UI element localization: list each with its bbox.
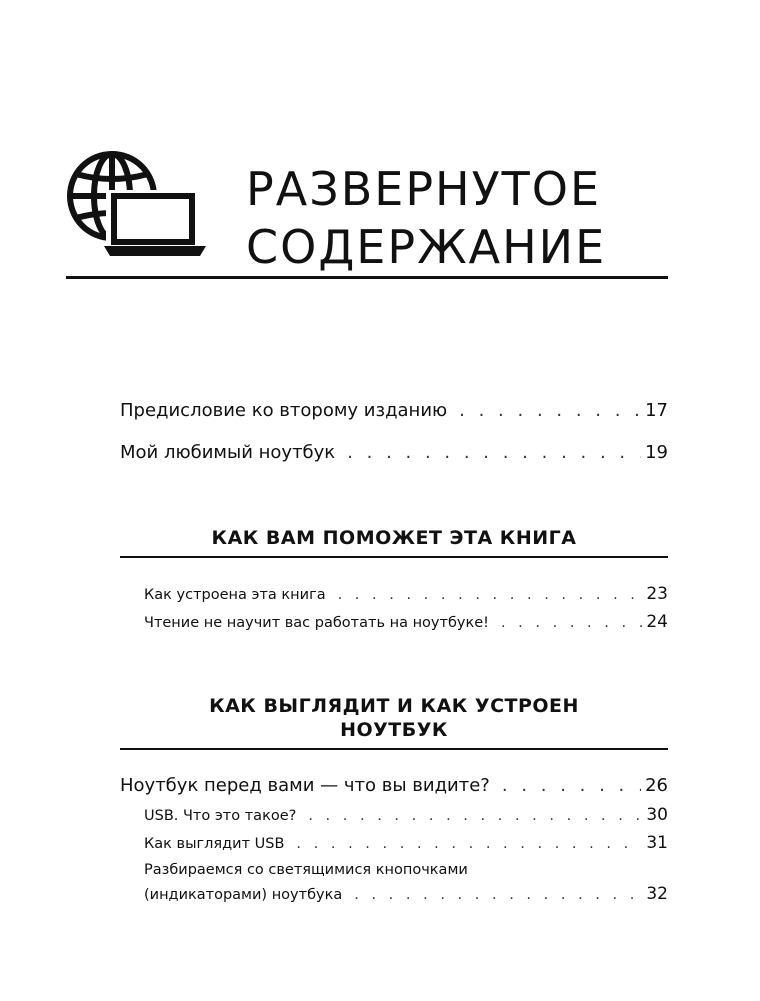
- toc-entry[interactable]: [144, 612, 668, 632]
- toc-page-number: 26: [645, 775, 668, 796]
- toc-page-number: 17: [645, 400, 668, 421]
- toc-entry-label: Мой любимый ноутбук: [120, 442, 336, 463]
- section-divider: [120, 556, 668, 558]
- toc-entry[interactable]: [120, 775, 668, 796]
- page-title-line-2: СОДЕРЖАНИЕ: [246, 220, 607, 274]
- section-title: [120, 694, 668, 742]
- toc-leader-dots: [459, 400, 641, 421]
- toc-leader-dots: [502, 775, 641, 796]
- toc-entry-label: Как устроена эта книга: [144, 587, 326, 603]
- toc-entry-label: Как выглядит USB: [144, 836, 285, 852]
- page-title-line-1: РАЗВЕРНУТОЕ: [246, 162, 602, 216]
- toc-leader-dots: [338, 587, 643, 603]
- toc-leader-dots: [501, 615, 642, 631]
- toc-entry[interactable]: [144, 584, 668, 604]
- toc-page-number: 31: [646, 833, 668, 853]
- toc-page-number: 30: [646, 805, 668, 825]
- toc-entry-label: Ноутбук перед вами — что вы видите?: [120, 775, 490, 796]
- toc-page-number: 23: [646, 584, 668, 604]
- header-divider: [66, 276, 668, 279]
- toc-entry[interactable]: [144, 805, 668, 825]
- toc-leader-dots: [347, 442, 641, 463]
- toc-page-number: 19: [645, 442, 668, 463]
- toc-leader-dots: [354, 887, 642, 903]
- section-divider: [120, 748, 668, 750]
- page-title: [246, 160, 606, 276]
- toc-leader-dots: [308, 808, 642, 824]
- toc-page-number: 32: [646, 884, 668, 904]
- toc-entry-label: Чтение не научит вас работать на ноутбуке!: [144, 615, 489, 631]
- toc-entry-label-line-1: Разбираемся со светящимися кнопочками: [144, 862, 468, 878]
- toc-entry-label: Предисловие ко второму изданию: [120, 400, 448, 421]
- toc-header: [0, 0, 760, 290]
- toc-page-number: 24: [646, 612, 668, 632]
- toc-entry[interactable]: [144, 862, 668, 904]
- section-title: КАК ВАМ ПОМОЖЕТ ЭТА КНИГА: [211, 527, 577, 549]
- section-title-line-2: НОУТБУК: [340, 719, 448, 741]
- toc-entry[interactable]: [144, 833, 668, 853]
- section-title-line-1: КАК ВЫГЛЯДИТ И КАК УСТРОЕН: [209, 695, 579, 717]
- toc-entry[interactable]: [120, 400, 668, 421]
- toc-entry-label-line-2: (индикаторами) ноутбука: [144, 887, 343, 903]
- toc-entry[interactable]: [120, 442, 668, 463]
- toc-leader-dots: [296, 836, 642, 852]
- toc-entry-label: USB. Что это такое?: [144, 808, 297, 824]
- globe-laptop-icon: [66, 150, 216, 262]
